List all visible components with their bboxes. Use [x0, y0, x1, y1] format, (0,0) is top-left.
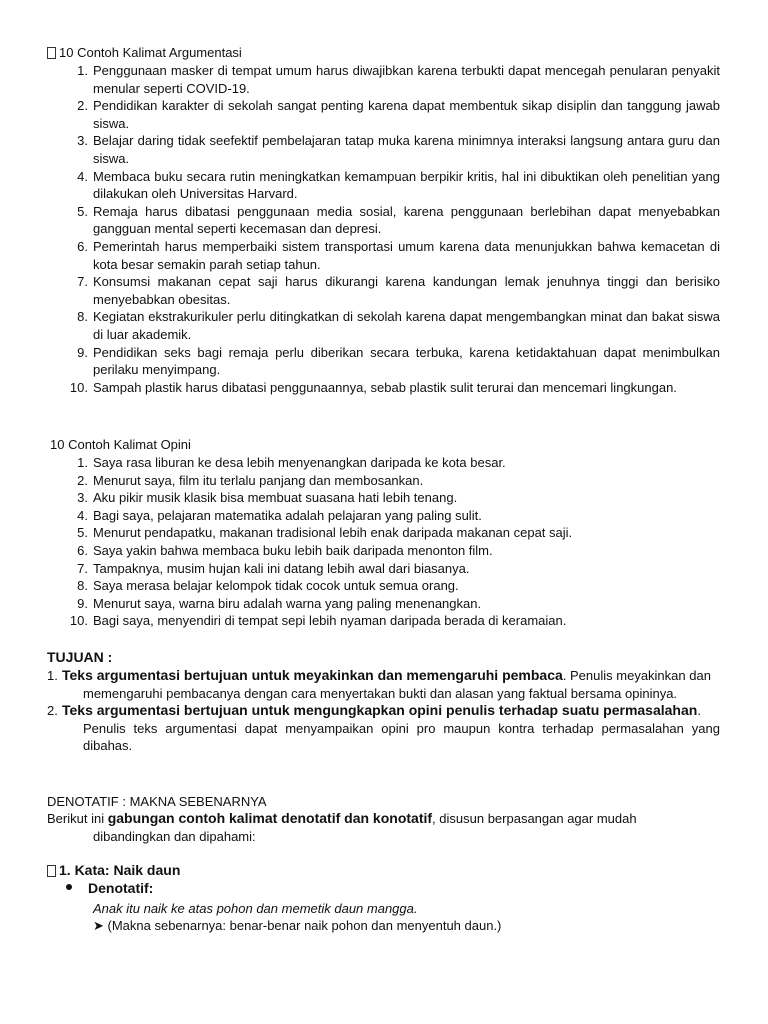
item-text: Bagi saya, pelajaran matematika adalah pelajaran yang paling sulit. [93, 507, 482, 523]
item-text: Bagi saya, menyendiri di tempat sepi lebih nyaman daripada berada di keramaian. [93, 613, 567, 629]
item-text: Kegiatan ekstrakurikuler perlu ditingkatkan di sekolah karena dapat mengembangkan minat dan bakat siswa di luar akademik. [93, 309, 720, 342]
item-text: Saya yakin bahwa membaca buku lebih baik daripada menonton film. [93, 542, 493, 558]
item-number: 1. [77, 455, 88, 470]
item-number: 4. [77, 168, 88, 184]
item-text: Pendidikan seks bagi remaja perlu diberikan secara terbuka, karena ketidaktahuan dapat menimbulkan perilaku menyimpang. [93, 344, 720, 378]
item-number: 5. [77, 203, 88, 219]
item-text: Menurut saya, film itu terlalu panjang dan membosankan. [93, 472, 424, 488]
list-item [0, 702, 720, 755]
list-item [0, 379, 720, 397]
list-item [0, 132, 720, 167]
list-item [0, 472, 720, 490]
item-number: 10. [69, 613, 88, 629]
argumentasi-title: 10 Contoh Kalimat Argumentasi [59, 45, 242, 60]
item-number: 6. [77, 238, 88, 254]
item-number: 2. [77, 472, 88, 488]
item-text: Aku pikir musik klasik bisa membuat suasana hati lebih tenang. [93, 490, 458, 506]
list-item [0, 560, 720, 578]
item-number: 10. [69, 379, 88, 395]
bullet-icon [66, 884, 72, 890]
argumentasi-heading [47, 44, 242, 62]
item-number: 7. [77, 274, 88, 290]
intro-bold: gabungan contoh kalimat denotatif dan konotatif [107, 810, 433, 826]
bullet-label: Denotatif: [88, 880, 154, 896]
list-item [0, 203, 720, 238]
missing-glyph-icon [47, 865, 56, 877]
item-text: Saya rasa liburan ke desa lebih menyenangkan daripada ke kota besar. [93, 455, 506, 470]
list-item [0, 507, 720, 525]
item-text: Belajar daring tidak seefektif pembelajaran tatap muka karena minimnya interaksi langsung antara guru dan siswa. [93, 133, 720, 166]
list-item [0, 595, 720, 613]
list-item [0, 454, 720, 472]
kata-label: 1. Kata: Naik daun [59, 862, 181, 878]
list-item [0, 542, 720, 560]
list-item [0, 489, 720, 507]
item-text: Membaca buku secara rutin meningkatkan kemampuan berpikir kritis, hal ini dibuktikan oleh penelitian yang dilakukan oleh Universitas Harvard. [93, 168, 720, 202]
opini-title: 10 Contoh Kalimat Opini [50, 437, 191, 452]
item-number: 7. [77, 560, 88, 576]
intro-pre: Berikut ini [47, 811, 108, 826]
list-item [0, 344, 720, 379]
list-item [0, 273, 720, 308]
intro-post: , disusun berpasangan agar mudah [432, 811, 637, 826]
denotatif-intro [47, 810, 720, 845]
example-sentence: Anak itu naik ke atas pohon dan memetik daun mangga. [93, 901, 418, 916]
item-text: Sampah plastik harus dibatasi penggunaannya, sebab plastik sulit terurai dan mencemari lingkungan. [93, 379, 677, 395]
item-lead-text: . [697, 703, 701, 719]
item-number: 1. [77, 63, 88, 78]
argumentasi-list [0, 62, 720, 396]
opini-list [0, 454, 720, 630]
item-number: 6. [77, 542, 88, 558]
item-number: 8. [77, 578, 88, 594]
intro-cont: dibandingkan dan dipahami: [93, 828, 256, 844]
item-text: Pemerintah harus memperbaiki sistem transportasi umum karena data menunjukkan bahwa kemacetan di kota besar semakin parah setiap tahun. [93, 238, 720, 272]
kata-heading [47, 862, 180, 880]
list-item [0, 308, 720, 343]
item-text: Konsumsi makanan cepat saji harus dikurangi karena kandungan lemak jenuhnya tinggi dan berisiko menyebabkan obesitas. [93, 274, 720, 307]
item-number: 5. [77, 525, 88, 541]
item-number: 9. [77, 595, 88, 611]
item-text: Menurut saya, warna biru adalah warna yang paling menenangkan. [93, 595, 482, 611]
item-number: 1. [47, 668, 58, 683]
list-item [0, 667, 720, 702]
list-item [0, 168, 720, 203]
item-text: Tampaknya, musim hujan kali ini datang lebih awal dari biasanya. [93, 560, 470, 576]
item-text: Saya merasa belajar kelompok tidak cocok untuk semua orang. [93, 578, 459, 594]
denotatif-title: DENOTATIF : MAKNA SEBENARNYA [47, 794, 267, 809]
item-bold-text: Teks argumentasi bertujuan untuk mengungkapkan opini penulis terhadap suatu permasalahan [62, 702, 698, 719]
item-bold-text: Teks argumentasi bertujuan untuk meyakinkan dan memengaruhi pembaca [62, 667, 563, 683]
opini-heading [50, 436, 191, 454]
item-rest-text: Penulis teks argumentasi dapat menyampaikan opini pro maupun kontra terhadap permasalahan yang dibahas. [83, 720, 720, 754]
item-text: Remaja harus dibatasi penggunaan media sosial, karena penggunaan berlebihan dapat menyebabkan gangguan mental seperti kecemasan dan depresi. [93, 203, 720, 237]
list-item [0, 238, 720, 273]
list-item [0, 524, 720, 542]
item-number: 3. [77, 133, 88, 149]
list-item [0, 97, 720, 132]
list-item [0, 612, 720, 630]
list-item [0, 577, 720, 595]
denotatif-bullet [66, 880, 153, 898]
item-number: 2. [77, 98, 88, 114]
missing-glyph-icon [47, 47, 56, 59]
item-rest-text: memengaruhi pembacanya dengan cara menyertakan bukti dan alasan yang faktual bersama opininya. [83, 685, 678, 701]
item-number: 4. [77, 507, 88, 523]
tujuan-list [0, 667, 720, 755]
makna-note: ➤ (Makna sebenarnya: benar-benar naik pohon dan menyentuh daun.) [93, 918, 502, 933]
item-text: Penggunaan masker di tempat umum harus diwajibkan karena terbukti dapat mencegah penularan penyakit menular seperti COVID-19. [93, 63, 720, 96]
item-number: 3. [77, 490, 88, 506]
item-number: 8. [77, 309, 88, 325]
item-lead-text: . Penulis meyakinkan dan [562, 668, 711, 683]
item-number: 2. [47, 703, 58, 719]
item-text: Menurut pendapatku, makanan tradisional lebih enak daripada makanan cepat saji. [93, 525, 573, 541]
tujuan-title: TUJUAN : [47, 649, 113, 665]
item-number: 9. [77, 344, 88, 360]
list-item [0, 62, 720, 97]
item-text: Pendidikan karakter di sekolah sangat penting karena dapat membentuk sikap disiplin dan tanggung jawab siswa. [93, 98, 720, 131]
